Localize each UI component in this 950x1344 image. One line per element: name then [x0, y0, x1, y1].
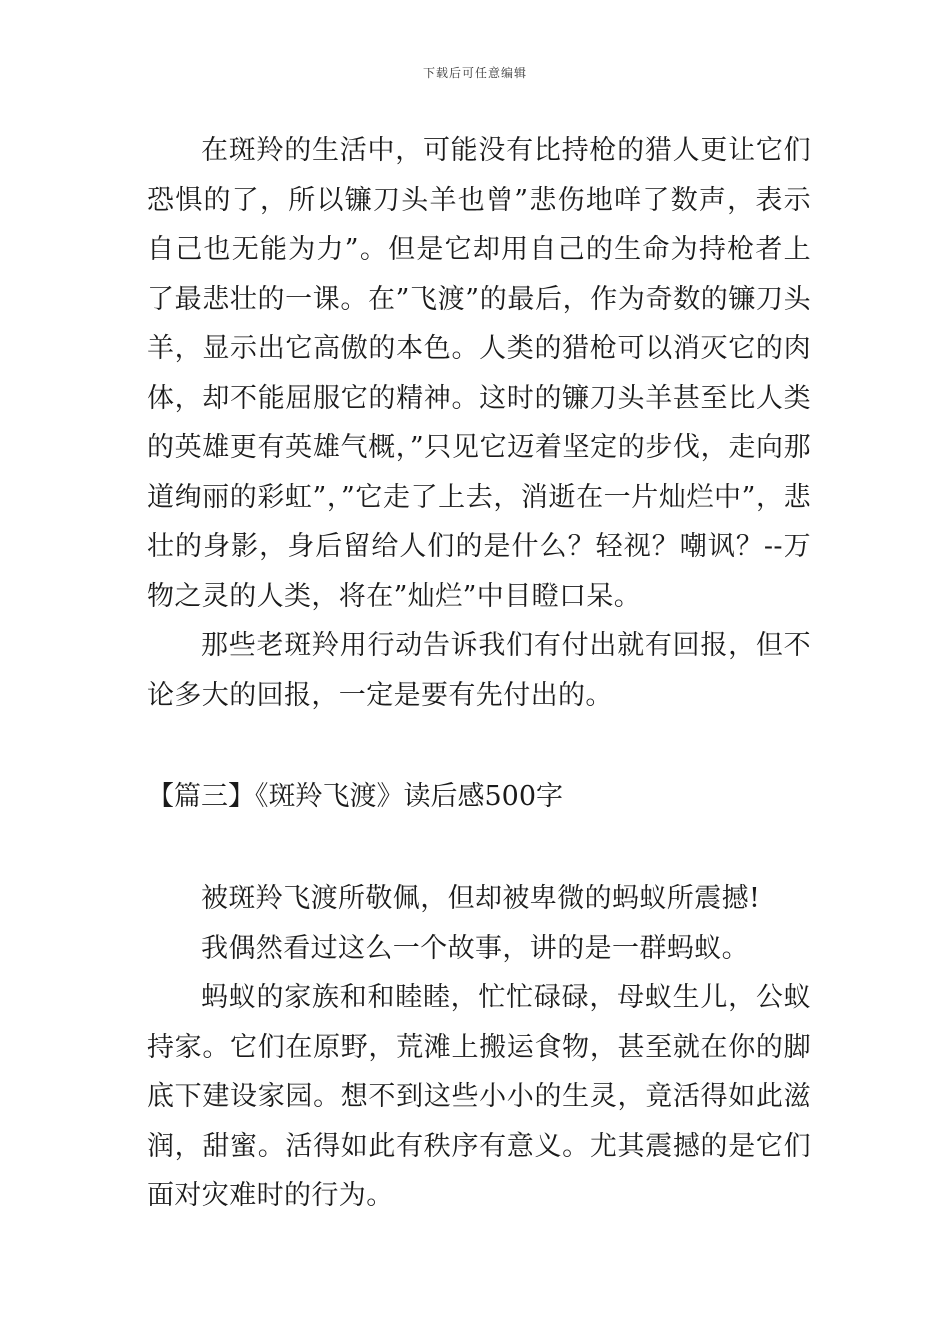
paragraph: 被斑羚飞渡所敬佩，但却被卑微的蚂蚁所震撼!	[201, 883, 761, 914]
text-block-2	[147, 874, 811, 1221]
section-title: 【篇三】《斑羚飞渡》读后感500字	[147, 781, 564, 812]
paragraph: 我偶然看过这么一个故事，讲的是一群蚂蚁。	[201, 932, 749, 964]
paragraph: 在斑羚的生活中，可能没有比持枪的猎人更让它们恐惧的了，所以镰刀头羊也曾”悲伤地咩了数声，表示自己也无能为力”。但是它却用自己的生命为持枪者上了最悲壮的一课。在”飞渡”的最后，作为奇数的镰刀头羊，显示出它高傲的本色。人类的猎枪可以消灭它的肉体，却不能屈服它的精神。这时的镰刀头羊甚至比人类的英雄更有英雄气概，”只见它迈着坚定的步伐，走向那道绚丽的彩虹”，”它走了上去，消逝在一片灿烂中”，悲壮的身影，身后留给人们的是什么？轻视？嘲讽？--万物之灵的人类，将在”灿烂”中目瞪口呆。	[147, 135, 811, 612]
header-note: 下载后可任意编辑	[422, 66, 527, 80]
paragraph: 那些老斑羚用行动告诉我们有付出就有回报，但不论多大的回报，一定是要有先付出的。	[147, 630, 811, 711]
paragraph: 蚂蚁的家族和和睦睦，忙忙碌碌，母蚁生儿，公蚁持家。它们在原野，荒滩上搬运食物，甚至就在你的脚底下建设家园。想不到这些小小的生灵，竟活得如此滋润，甜蜜。活得如此有秩序有意义。尤其震撼的是它们面对灾难时的行为。	[147, 982, 811, 1211]
text-block-1	[147, 126, 811, 720]
